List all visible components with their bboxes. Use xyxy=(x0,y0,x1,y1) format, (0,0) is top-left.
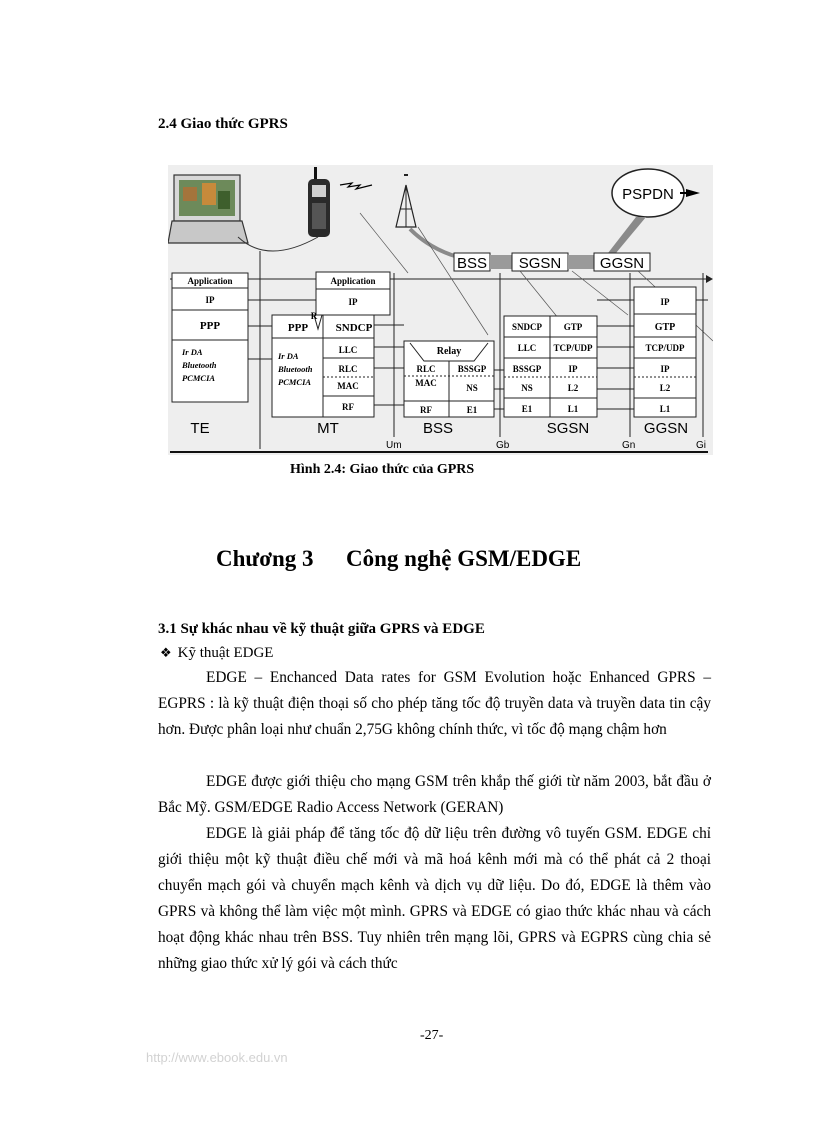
sgsn-e1: E1 xyxy=(521,404,533,414)
laptop-icon xyxy=(168,175,248,243)
paragraph-1: EDGE – Enchanced Data rates for GSM Evolution hoặc Enhanced GPRS – EGPRS : là kỹ thuật điện thoại số cho phép tăng tốc độ truyền data và truyền data tin cậy hơn. Được phân loại như chuẩn 2,75G không chính thức, vì tốc độ mạng chậm hơn xyxy=(158,669,711,738)
node-ggsn-label: GGSN xyxy=(599,255,645,272)
label-sgsn: SGSN xyxy=(546,420,590,437)
te-ip: IP xyxy=(205,295,215,305)
ggsn-l1: L1 xyxy=(659,404,671,414)
section-2-4-heading: 2.4 Giao thức GPRS xyxy=(158,116,288,132)
bss-rlc: RLC xyxy=(416,364,436,374)
ggsn-tcp-udp: TCP/UDP xyxy=(645,343,685,353)
mt-rf: RF xyxy=(342,402,354,412)
label-mt: MT xyxy=(317,420,339,437)
sgsn-stack xyxy=(504,316,597,417)
section-3-1-heading: 3.1 Sự khác nhau về kỹ thuật giữa GPRS và EDGE xyxy=(158,621,485,637)
mt-llc: LLC xyxy=(338,345,358,355)
gprs-protocol-diagram xyxy=(168,165,713,455)
sgsn-l2: L2 xyxy=(567,383,579,393)
mt-pcmcia: PCMCIA xyxy=(278,377,312,387)
bss-bssgp: BSSGP xyxy=(457,364,487,374)
mt-mac: MAC xyxy=(337,381,359,391)
mt-ppp: PPP xyxy=(287,322,309,334)
mt-rlc: RLC xyxy=(338,364,358,374)
figure-caption: Hình 2.4: Giao thức của GPRS xyxy=(290,462,475,477)
ggsn-stack xyxy=(634,287,696,417)
bss-ns: NS xyxy=(466,383,478,393)
bss-mac: MAC xyxy=(415,378,437,388)
diamond-bullet-icon: ❖ xyxy=(160,646,172,661)
sgsn-sndcp: SNDCP xyxy=(511,322,543,332)
te-application: Application xyxy=(187,276,233,286)
chapter-number: Chương 3 xyxy=(216,546,314,571)
interface-um: Um xyxy=(386,440,402,451)
chapter-title: Công nghệ GSM/EDGE xyxy=(346,546,582,571)
bullet-item xyxy=(160,645,273,662)
label-te: TE xyxy=(190,420,210,437)
label-bss: BSS xyxy=(422,420,454,437)
page-number: -27- xyxy=(420,1028,444,1043)
ggsn-gtp: GTP xyxy=(654,322,676,333)
sgsn-tcp-udp: TCP/UDP xyxy=(553,343,593,353)
pspdn-label: PSPDN xyxy=(622,186,674,203)
r-reference-point: R xyxy=(310,311,318,321)
sgsn-ip: IP xyxy=(568,364,578,374)
te-stack xyxy=(172,273,248,402)
mt-ip: IP xyxy=(348,297,358,307)
bss-stack xyxy=(404,341,494,417)
mt-application: Application xyxy=(330,276,376,286)
te-bluetooth: Bluetooth xyxy=(182,360,217,370)
te-pcmcia: PCMCIA xyxy=(182,373,216,383)
network-node-bar xyxy=(454,253,650,272)
paragraph-3: EDGE là giải pháp để tăng tốc độ dữ liệu trên đường vô tuyến GSM. EDGE chỉ giới thiệu một kỹ thuật điều chế mới và mã hoá kênh mới mà có thể phát cả 2 thoại chuyển mạch gói và chuyển mạch kênh và dịch vụ dữ liệu. Do đó, EDGE là thêm vào GPRS và không thể làm việc một mình. GPRS và EDGE có giao thức khác nhau và cách hoạt động khác nhau trên BSS. Tuy nhiên trên mạng lõi, GPRS và EGPRS cùng chia sẻ những giao thức xử lý gói và cách thức xyxy=(158,825,711,972)
sgsn-l1: L1 xyxy=(567,404,579,414)
node-bss-label: BSS xyxy=(456,255,488,272)
ggsn-ip-top: IP xyxy=(660,297,670,307)
interface-gn: Gn xyxy=(622,440,636,451)
sgsn-llc: LLC xyxy=(517,343,537,353)
paragraph-2: EDGE được giới thiệu cho mạng GSM trên khắp thế giới từ năm 2003, bắt đầu ở Bắc Mỹ. GSM/EDGE Radio Access Network (GERAN) xyxy=(158,773,711,816)
ggsn-ip: IP xyxy=(660,364,670,374)
sgsn-gtp: GTP xyxy=(563,322,583,332)
bss-rf: RF xyxy=(420,405,432,415)
watermark: http://www.ebook.edu.vn xyxy=(146,1050,288,1065)
chapter-heading xyxy=(216,546,581,572)
te-ppp: PPP xyxy=(199,320,221,332)
bss-relay: Relay xyxy=(436,346,462,357)
mt-bluetooth: Bluetooth xyxy=(278,364,313,374)
bss-e1: E1 xyxy=(466,405,478,415)
te-irda: Ir DA xyxy=(182,347,203,357)
ggsn-l2: L2 xyxy=(659,383,671,393)
mt-sndcp: SNDCP xyxy=(335,322,373,334)
interface-gi: Gi xyxy=(696,440,706,451)
bullet-text: Kỹ thuật EDGE xyxy=(177,645,274,661)
interface-gb: Gb xyxy=(496,440,510,451)
label-ggsn: GGSN xyxy=(643,420,689,437)
node-sgsn-label: SGSN xyxy=(518,255,562,272)
mt-irda: Ir DA xyxy=(278,351,299,361)
sgsn-ns: NS xyxy=(521,383,533,393)
sgsn-bssgp: BSSGP xyxy=(512,364,542,374)
